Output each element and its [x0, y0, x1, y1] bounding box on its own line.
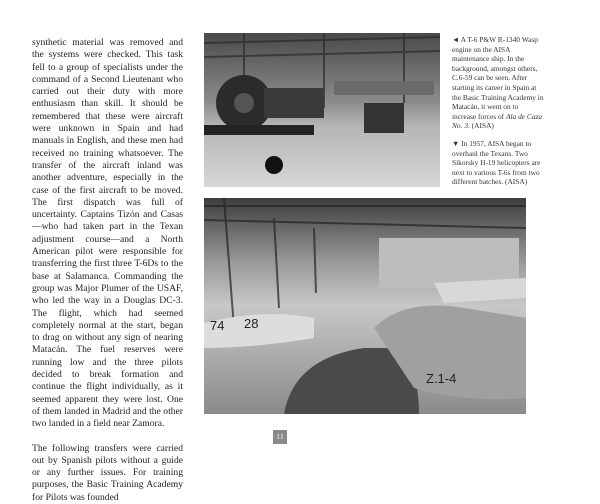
aircraft-marking: 74	[210, 318, 225, 333]
paragraph: The following transfers were carried out by Spanish pilots without a guide or any further issues. For training purposes, the Basic Training Academy for Pilots was founded	[32, 442, 183, 503]
page-number: 11	[273, 430, 287, 444]
photo-engine-maintenance	[204, 33, 440, 187]
aircraft-marking: 28	[244, 316, 259, 331]
body-text-column	[32, 37, 183, 504]
arrow-left-icon: ◄	[452, 35, 460, 44]
photo-hangar-helicopters	[204, 198, 526, 414]
aircraft-marking: Z.1-4	[426, 371, 457, 386]
caption-bottom-photo: ▼ In 1957, AISA began to overhaul the Texans. Two Sikorsky H-19 helicopters are next to various T-6s from two different batches. (AISA)	[452, 139, 541, 187]
arrow-down-icon: ▼	[452, 139, 460, 148]
caption-top-photo: ◄ A T-6 P&W R-1340 Wasp engine on the AISA maintenance ship. In the background, amongst others, C.6-59 can be seen. After starting its career in Spain at the Basic Training Academy in Matacán, it went on to increase forces of Ala de Caza No. 3. (AISA)	[452, 35, 544, 131]
paragraph: synthetic material was removed and the systems were checked. This task fell to a group of specialists under the command of a Second Lieutenant who carried out their duty with more enthusiasm than skill. It should be remembered that these were aircraft were unknown in Spain and had manuals in English, and these men had received no training whatsoever. The transfer of the aircraft inland was another adventure, especially in the case of the first aircraft to be moved. The first dispatch was full of uncertainty. Captains Tizón and Casas—who had taken part in the Texan adjustment course—and a North American pilot were responsible for transferring the first three T-6Ds to the base at Salamanca. Commanding the group was Major Plumer of the USAF, who led the way in a Douglas DC-3. The flight, which had seemed completely normal at the start, began to drag on without any sign of nearing Matacán. The fuel reserves were running low and the three pilots decided to break formation and continue the flight individually, as it seemed apparent they were lost. One of them landed in Madrid and the other two landed in a field near Zamora.	[32, 37, 183, 430]
